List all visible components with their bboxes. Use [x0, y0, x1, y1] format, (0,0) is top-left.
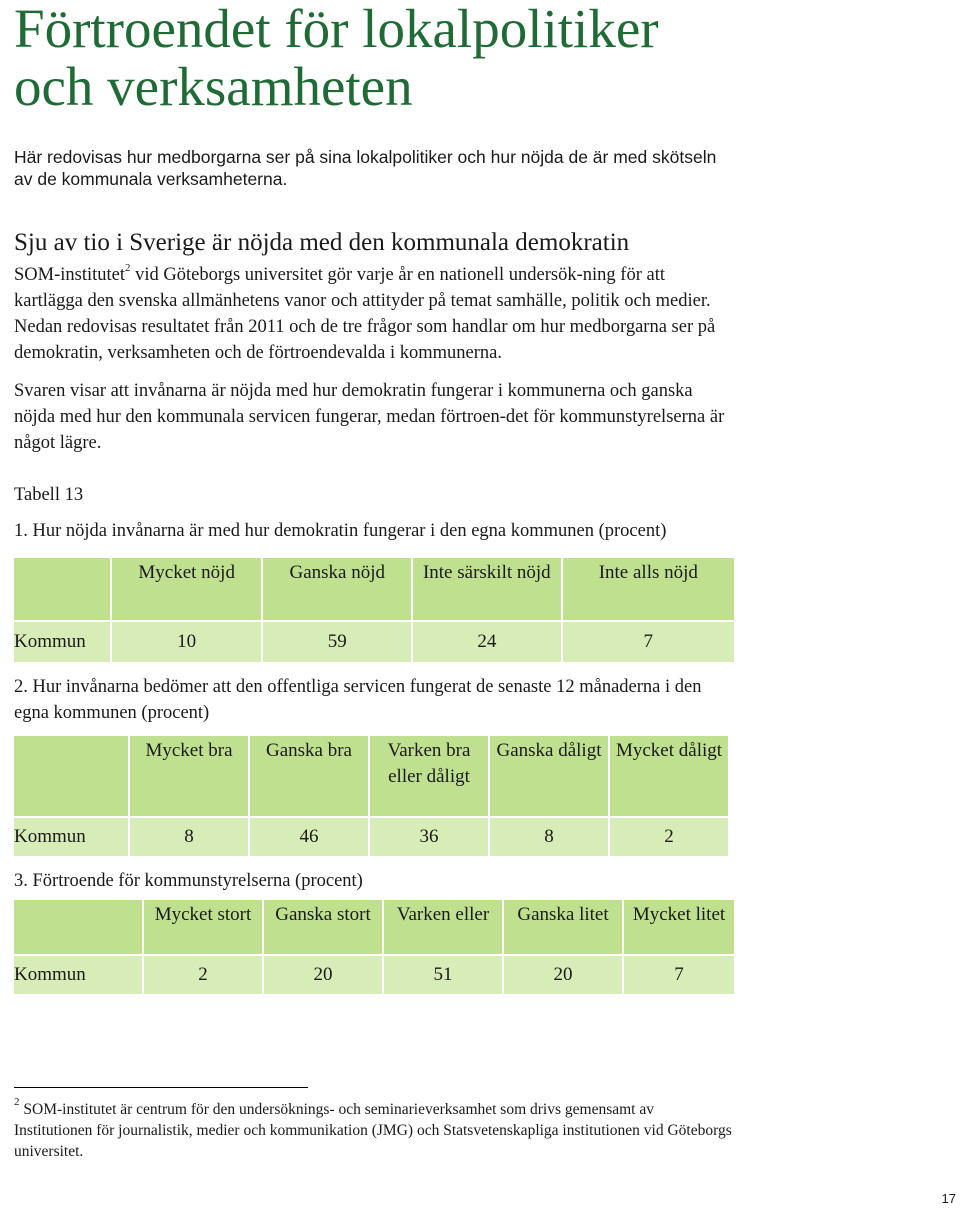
table-2-header: Varken bra eller dåligt: [370, 736, 490, 816]
table-1-header: Inte alls nöjd: [563, 558, 734, 620]
table-1: [14, 558, 734, 662]
table-3-header: Mycket litet: [624, 900, 734, 954]
footnote-number: 2: [14, 1096, 20, 1108]
table-3-header: Ganska litet: [504, 900, 624, 954]
table-1-row-label: Kommun: [14, 620, 112, 662]
footnote: [14, 1096, 734, 1162]
table-1-header: Inte särskilt nöjd: [413, 558, 563, 620]
table-2-cell: 36: [370, 816, 490, 856]
body-paragraph-2: Svaren visar att invånarna är nöjda med hur demokratin fungerar i kommunerna och ganska nöjda med hur den kommunala servicen fungerar, medan förtroen-det för kommunstyrelserna är något lägre.: [14, 381, 725, 453]
para1-start: SOM-institutet: [14, 265, 126, 285]
table-2-cell: 46: [250, 816, 370, 856]
intro-paragraph: Här redovisas hur medborgarna ser på sina lokalpolitiker och hur nöjda de är med skötseln av de kommunala verksamheterna.: [14, 147, 717, 189]
table-2: [14, 736, 728, 856]
footnote-divider: [14, 1087, 308, 1088]
table-2-corner: [14, 736, 130, 816]
table-2-cell: 8: [490, 816, 610, 856]
table-2-row-label: Kommun: [14, 816, 130, 856]
footnote-text: SOM-institutet är centrum för den undersöknings- och seminarieverksamhet som drivs gemensamt av Institutionen för journalistik, medier och kommunikation (JMG) och Statsvetenskapliga institutionen vid Göteborgs universitet.: [14, 1101, 732, 1160]
table-2-header: Mycket bra: [130, 736, 250, 816]
table-1-corner: [14, 558, 112, 620]
table-3-cell: 2: [144, 954, 264, 994]
table-2-header: Ganska bra: [250, 736, 370, 816]
page-content: [14, 0, 734, 994]
title-line-2: och verksamheten: [14, 56, 413, 117]
table-3-cell: 51: [384, 954, 504, 994]
table-2-header: Mycket dåligt: [610, 736, 728, 816]
table-1-cell: 59: [263, 620, 413, 662]
table-1-cell: 10: [112, 620, 264, 662]
table-2-cell: 2: [610, 816, 728, 856]
table-2-cell: 8: [130, 816, 250, 856]
table-2-header: Ganska dåligt: [490, 736, 610, 816]
page-title: [14, 0, 734, 116]
question-1: 1. Hur nöjda invånarna är med hur demokratin fungerar i den egna kommunen (procent): [14, 521, 667, 541]
footnote-ref: 2: [125, 262, 131, 274]
question-3: 3. Förtroende för kommunstyrelserna (procent): [14, 871, 363, 891]
table-caption: Tabell 13: [14, 485, 84, 505]
table-1-cell: 7: [563, 620, 734, 662]
page-number: 17: [941, 1191, 956, 1206]
table-1-cell: 24: [413, 620, 563, 662]
question-2: 2. Hur invånarna bedömer att den offentliga servicen fungerat de senaste 12 månaderna i den egna kommunen (procent): [14, 677, 702, 723]
table-1-header: Ganska nöjd: [263, 558, 413, 620]
table-3-header: Varken eller: [384, 900, 504, 954]
table-3-header: Ganska stort: [264, 900, 384, 954]
table-3-corner: [14, 900, 144, 954]
table-1-header: Mycket nöjd: [112, 558, 264, 620]
title-line-1: Förtroendet för lokalpolitiker: [14, 0, 659, 59]
table-3: [14, 900, 734, 994]
table-3-row-label: Kommun: [14, 954, 144, 994]
section-heading: Sju av tio i Sverige är nöjda med den kommunala demokratin: [14, 229, 630, 256]
table-3-cell: 7: [624, 954, 734, 994]
body-paragraph-1: [14, 262, 734, 366]
table-3-cell: 20: [504, 954, 624, 994]
table-3-header: Mycket stort: [144, 900, 264, 954]
table-3-cell: 20: [264, 954, 384, 994]
para1-rest: vid Göteborgs universitet gör varje år en nationell undersök-ning för att kartlägga den svenska allmänhetens vanor och attityder på temat samhälle, politik och medier. Nedan redovisas resultatet från 2011 och de tre frågor som handlar om hur medborgarna ser på demokratin, verksamheten och de förtroendevalda i kommunerna.: [14, 265, 716, 363]
